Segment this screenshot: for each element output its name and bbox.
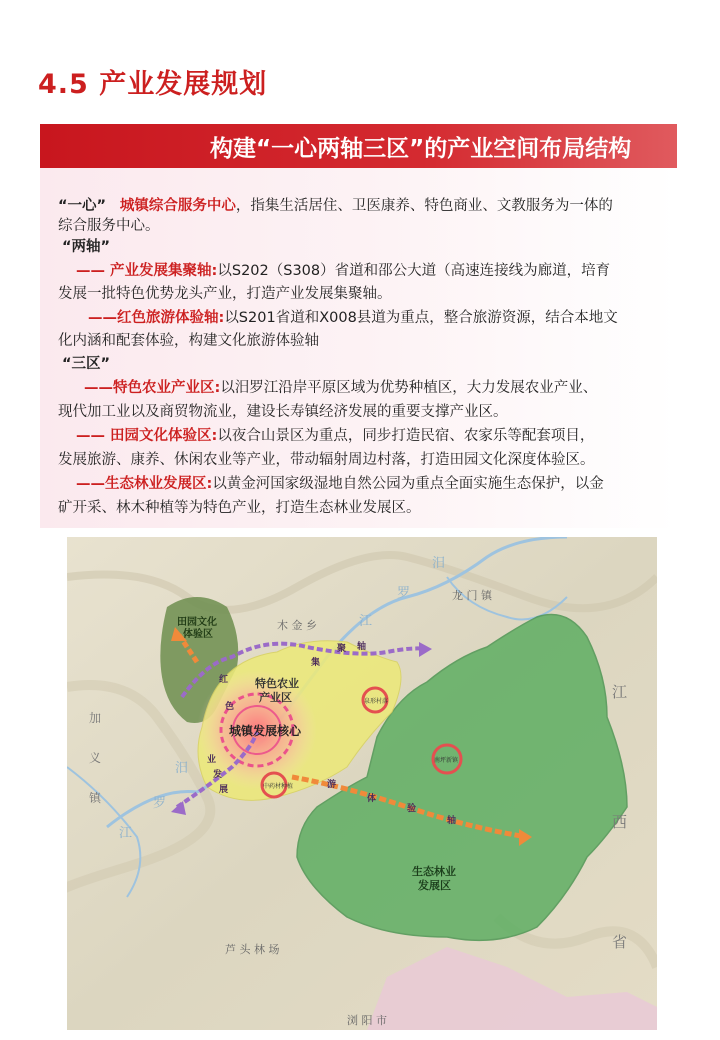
place-label: 罗 (397, 586, 411, 601)
text-line (88, 308, 618, 328)
place-label: 汨 (432, 556, 446, 571)
circle-label: 中药材种植 (263, 783, 294, 790)
term-industry-axis: —— 产业发展集聚轴: (76, 263, 218, 279)
text-fragment: 以夜合山景区为重点，同步打造民宿、农家乐等配套项目， (217, 428, 595, 444)
label-core: 城镇发展核心 (229, 724, 302, 738)
label-agri-2: 产业区 (259, 691, 292, 704)
text-line (76, 474, 604, 494)
text-line: 化内涵和配套体验，构建文化旅游体验轴 (58, 333, 319, 349)
place-label: 芦 头 林 场 (225, 943, 280, 956)
text-line: 现代加工业以及商贸物流业，建设长寿镇经济发展的重要支撑产业区。 (58, 404, 508, 420)
axis-char: 聚 (337, 644, 347, 654)
text-fragment: 以黄金河国家级湿地自然公园为重点全面实施生态保护，以金 (212, 476, 604, 492)
text-line (84, 378, 597, 398)
term-one-center: “一心” (58, 198, 107, 214)
place-label: 罗 (153, 796, 167, 811)
text-line: 发展旅游、康养、休闲农业等产业，带动辐射周边村落，打造田园文化深度体验区。 (58, 452, 595, 468)
page-title: 4.5 产业发展规划 (38, 69, 268, 100)
axis-char: 轴 (447, 816, 457, 826)
place-label: 江 (359, 614, 373, 629)
axis-char: 业 (207, 755, 217, 765)
text-fragment: 以S201省道和X008县道为重点，整合旅游资源，结合本地文 (224, 310, 618, 326)
term-three-zones: “三区” (62, 356, 111, 372)
term-forest-zone: ——生态林业发展区: (76, 476, 213, 492)
label-agri-1: 特色农业 (255, 677, 299, 690)
place-label: 省 (612, 933, 628, 951)
axis-char: 体 (367, 794, 377, 804)
text-line: 发展一批特色优势龙头产业，打造产业发展集聚轴。 (58, 286, 392, 302)
term-red-tourism-axis: ——红色旅游体验轴: (88, 310, 225, 326)
label-forest-1: 生态林业 (412, 865, 456, 878)
place-label: 龙 门 镇 (452, 589, 492, 602)
place-label: 加 (89, 711, 102, 725)
axis-char: 红 (219, 675, 229, 685)
axis-char: 集 (311, 658, 321, 668)
axis-char: 轴 (357, 642, 367, 652)
banner-title: 构建“一心两轴三区”的产业空间布局结构 (210, 136, 632, 162)
axis-char: 展 (219, 785, 229, 795)
axis-char: 色 (225, 702, 235, 712)
place-label: 义 (89, 751, 102, 765)
place-label: 西 (612, 813, 628, 831)
axis-char: 发 (213, 770, 223, 780)
term-town-center: 城镇综合服务中心 (119, 198, 236, 214)
place-label: 汨 (175, 761, 189, 776)
text-line (76, 261, 610, 281)
industry-layout-map (67, 537, 657, 1030)
text-fragment: 以汨罗江沿岸平原区域为优势种植区，大力发展农业产业、 (220, 380, 598, 396)
axis-char: 验 (407, 804, 417, 814)
text-fragment: 以S202（S308）省道和邵公大道（高速连接线为廊道，培育 (217, 263, 611, 279)
axis-char: 游 (327, 780, 337, 790)
place-label: 浏 阳 市 (347, 1014, 387, 1027)
header-banner (40, 124, 677, 168)
term-two-axes: “两轴” (62, 239, 111, 255)
text-line: 矿开采、林木种植等为特色产业，打造生态林业发展区。 (58, 500, 421, 516)
label-forest-2: 发展区 (418, 879, 451, 892)
place-label: 镇 (89, 791, 102, 805)
term-agri-zone: ——特色农业产业区: (84, 380, 221, 396)
text-fragment: ，指集生活居住、卫医康养、特色商业、文教服务为一体的 (235, 198, 613, 214)
text-line (76, 426, 594, 446)
text-line (58, 196, 613, 216)
place-label: 江 (612, 683, 628, 701)
text-line: 综合服务中心。 (58, 218, 160, 234)
circle-label: 泉形村落 (364, 698, 389, 705)
place-label: 江 (119, 826, 133, 841)
description-box (40, 168, 677, 528)
place-label: 木 金 乡 (277, 619, 317, 632)
label-tianyuan-1: 田园文化 (177, 617, 217, 628)
label-tianyuan-2: 体验区 (183, 629, 213, 640)
circle-label: 南坪新镇 (434, 757, 459, 764)
term-pastoral-zone: —— 田园文化体验区: (76, 428, 218, 444)
